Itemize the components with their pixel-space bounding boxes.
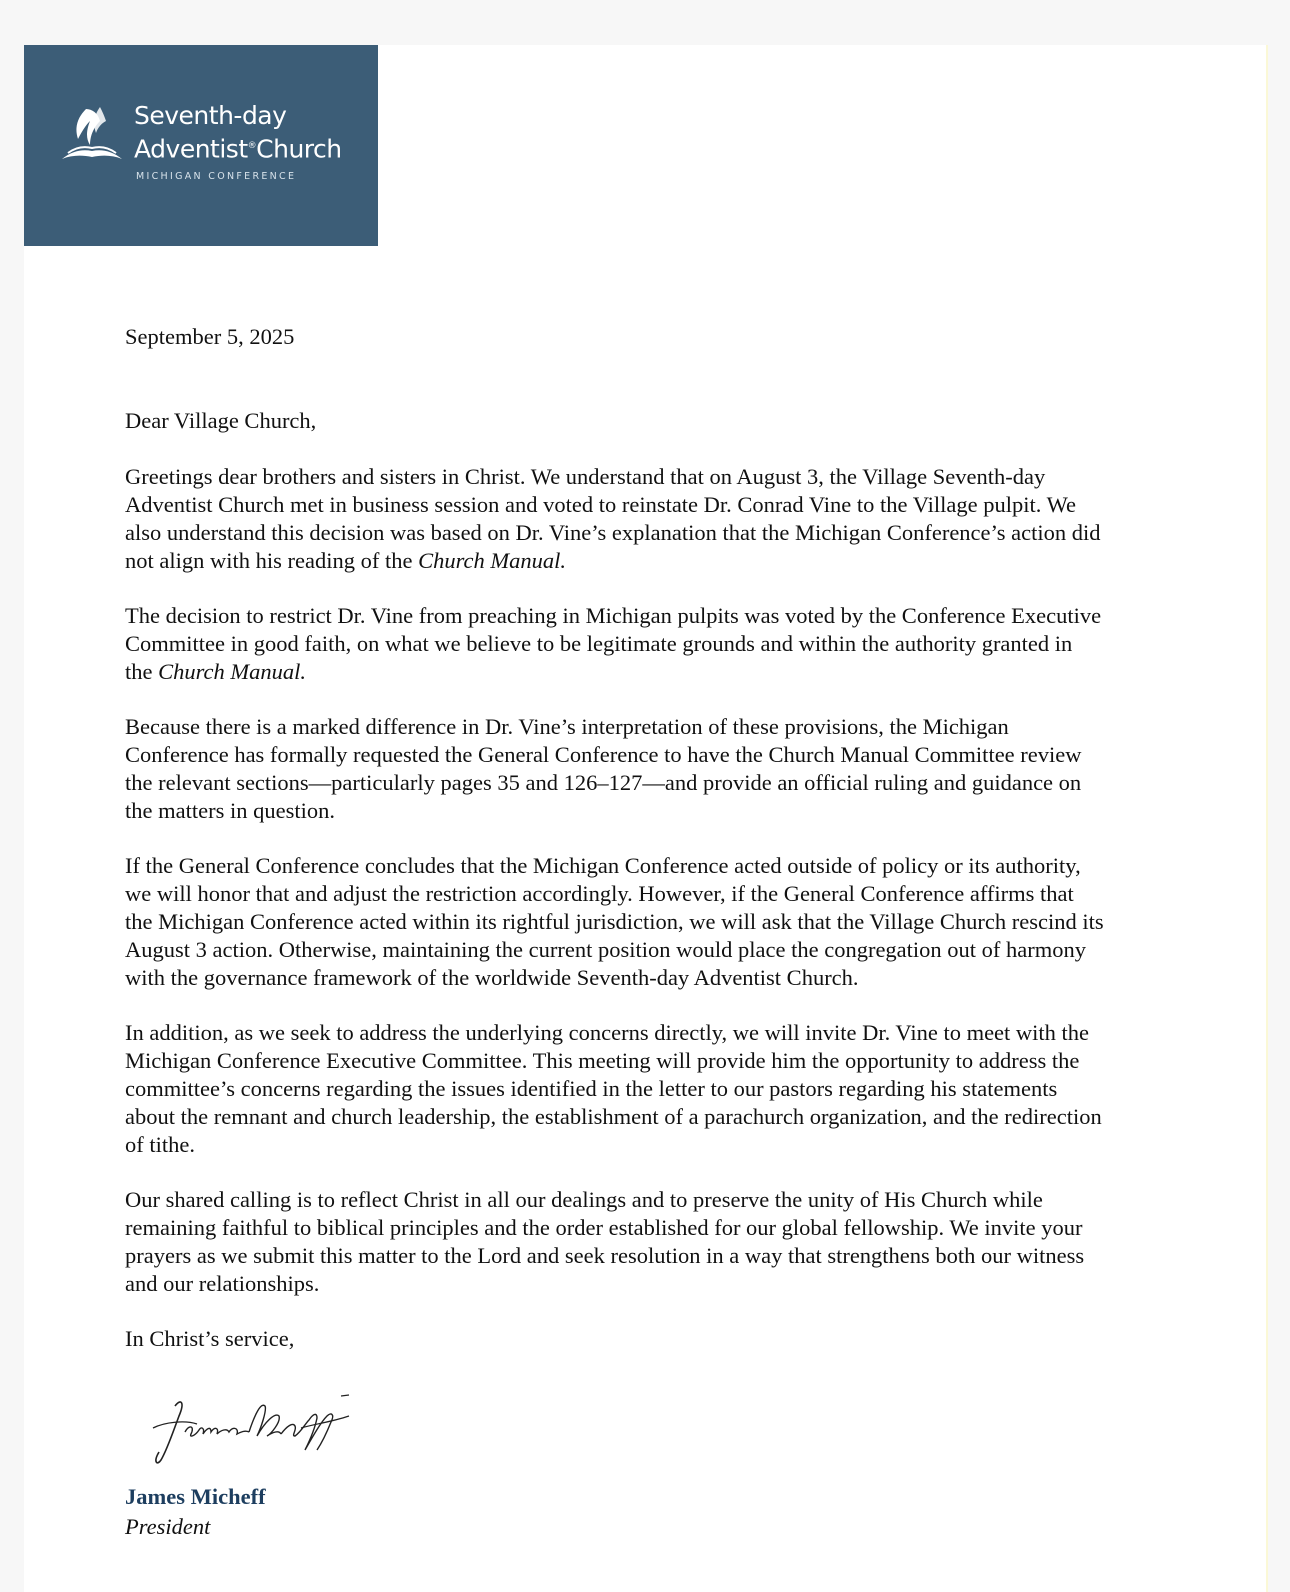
salutation: Dear Village Church, [125,408,317,433]
paragraph-6: Our shared calling is to reflect Christ in all our dealings and to preserve the unity of His Church while remaining faithful to biblical principles and the order established for our global fellowship. We invite your prayers as we submit this matter to the Lord and seek resolution in a way that strengthens both our witness and our relationships. [125,1187,1085,1296]
registered-mark: ® [247,141,257,151]
paragraph-1-text: Greetings dear brothers and sisters in Christ. We understand that on August 3, the Village Seventh-day Adventist Church met in business session and voted to reinstate Dr. Conrad Vine to the Village pulpit. We also understand this decision was based on Dr. Vine’s explanation that the Michigan Conference’s action did not align with his reading of the [125,464,1101,573]
brand-subtitle: MICHIGAN CONFERENCE [136,171,297,182]
paragraph-2-text: The decision to restrict Dr. Vine from preaching in Michigan pulpits was voted by the Conference Executive Committee in good faith, on what we believe to be legitimate grounds and within the authority granted in the [125,603,1102,684]
paragraph-5: In addition, as we seek to address the underlying concerns directly, we will invite Dr. Vine to meet with the Michigan Conference Executive Committee. This meeting will provide him the opportunity to address the committee’s concerns regarding the issues identified in the letter to our pastors regarding his statements about the remnant and church leadership, the establishment of a parachurch organization, and the redirection of tithe. [125,1020,1102,1157]
handwritten-signature [145,1392,365,1470]
paragraph-2 [125,602,1105,686]
brand-line-2 [134,131,342,164]
brand-word-church: Church [256,134,342,164]
brand-word-adventist: Adventist [134,134,248,164]
paragraph-2-italic: Church Manual. [158,659,307,684]
closing: In Christ’s service, [125,1326,295,1351]
letter-date: September 5, 2025 [125,324,295,349]
signer-title: President [125,1514,211,1539]
letterhead-logo [24,45,378,246]
paragraph-1-italic: Church Manual. [418,548,566,573]
paragraph-1 [125,463,1105,575]
flame-bible-icon [60,103,124,161]
letter-body [125,323,1105,1353]
signer-name: James Micheff [125,1484,266,1509]
paragraph-4: If the General Conference concludes that the Michigan Conference acted outside of policy or its authority, we will honor that and adjust the restriction accordingly. However, if the General Conference affirms that the Michigan Conference acted within its rightful jurisdiction, we will ask that the Village Church rescind its August 3 action. Otherwise, maintaining the current position would place the congregation out of harmony with the governance framework of the worldwide Seventh-day Adventist Church. [125,853,1104,990]
paragraph-3: Because there is a marked difference in Dr. Vine’s interpretation of these provisions, the Michigan Conference has formally requested the General Conference to have the Church Manual Committee review the relevant sections—particularly pages 35 and 126–127—and provide an official ruling and guidance on the matters in question. [125,714,1082,823]
brand-line-1: Seventh-day [134,101,287,130]
